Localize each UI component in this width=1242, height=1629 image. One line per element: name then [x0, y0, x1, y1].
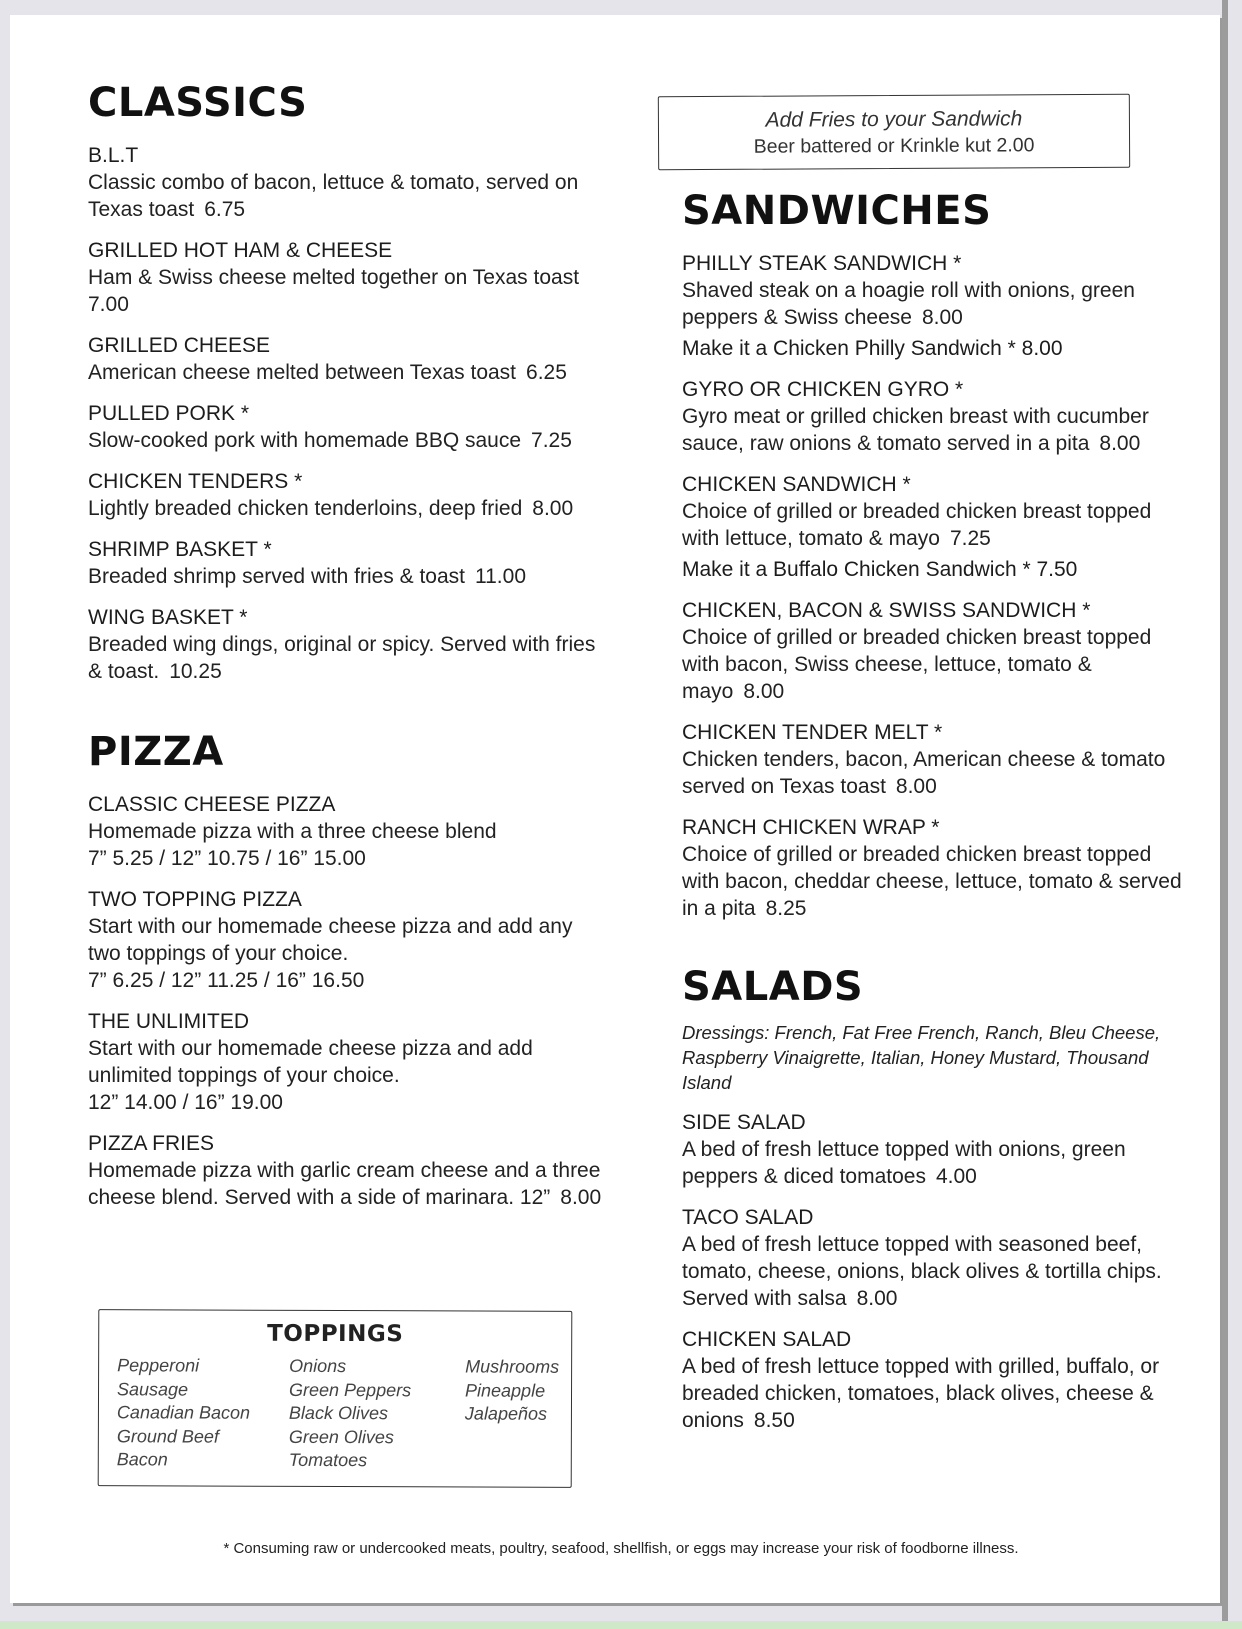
item-name: CHICKEN SALAD [682, 1328, 852, 1351]
item-price: 8.00 [743, 680, 785, 703]
item-name: TACO SALAD [682, 1206, 814, 1229]
menu-item [88, 886, 608, 994]
menu-item [682, 471, 1187, 583]
menu-item [88, 142, 608, 223]
item-upgrade: Make it a Buffalo Chicken Sandwich * 7.50 [682, 558, 1078, 581]
toppings-box [98, 1309, 573, 1488]
item-price: 6.25 [526, 361, 567, 384]
salads-heading: SALADS [682, 964, 864, 1010]
item-description: Start with our homemade cheese pizza and add unlimited toppings of your choice. [88, 1037, 533, 1087]
menu-item [682, 597, 1187, 705]
item-upgrade: Make it a Chicken Philly Sandwich * 8.00 [682, 337, 1063, 360]
menu-item [682, 814, 1187, 922]
left-column [88, 82, 608, 1211]
topping: Green Olives [288, 1426, 394, 1447]
item-price: 8.50 [753, 1409, 795, 1432]
item-name: CHICKEN SANDWICH * [682, 473, 911, 496]
menu-item [88, 332, 608, 386]
item-name: CHICKEN TENDERS * [88, 470, 303, 493]
item-name: SHRIMP BASKET * [88, 538, 272, 561]
fries-box-detail: Beer battered or Krinkle kut 2.00 [753, 134, 1035, 158]
item-price: 10.25 [169, 660, 222, 683]
toppings-column [117, 1354, 251, 1472]
item-description: Homemade pizza with garlic cream cheese and a three cheese blend. Served with a side of marinara. 12” 8.00 [88, 1159, 602, 1209]
topping: Canadian Bacon [116, 1402, 251, 1423]
menu-item [88, 237, 608, 318]
topping: Ground Beef [116, 1425, 219, 1447]
item-price: 8.00 [921, 306, 963, 329]
item-price: 8.00 [1099, 432, 1141, 455]
item-price: 11.00 [475, 565, 526, 588]
item-price: 8.25 [765, 897, 807, 920]
item-price: 8.00 [560, 1186, 602, 1209]
menu-item [88, 1130, 608, 1211]
toppings-column [465, 1355, 559, 1426]
item-description: A bed of fresh lettuce topped with onions, green peppers & diced tomatoes 4.00 [682, 1138, 1126, 1188]
item-name: GRILLED HOT HAM & CHEESE [88, 239, 393, 262]
item-name: CHICKEN TENDER MELT * [682, 721, 943, 744]
item-name: THE UNLIMITED [88, 1010, 250, 1033]
topping: Green Peppers [288, 1379, 412, 1400]
item-name: GRILLED CHEESE [88, 334, 271, 357]
item-name: CLASSIC CHEESE PIZZA [88, 793, 336, 816]
item-price: 7.00 [88, 293, 129, 316]
item-description: Shaved steak on a hoagie roll with onions, green peppers & Swiss cheese 8.00 [682, 279, 1135, 329]
item-name: SIDE SALAD [682, 1111, 806, 1134]
item-description: Choice of grilled or breaded chicken breast topped with lettuce, tomato & mayo 7.25 [682, 500, 1152, 550]
menu-item [682, 719, 1187, 800]
item-description: Homemade pizza with a three cheese blend [88, 820, 497, 843]
topping: Jalapeños [464, 1403, 548, 1424]
topping: Tomatoes [288, 1449, 368, 1471]
pizza-heading: PIZZA [88, 729, 224, 775]
page-edge-shadow [1222, 0, 1228, 1629]
item-price: 8.00 [532, 497, 574, 520]
item-sizes: 7” 5.25 / 12” 10.75 / 16” 15.00 [88, 847, 366, 870]
item-sizes: 12” 14.00 / 16” 19.00 [88, 1091, 283, 1114]
food-safety-footnote: * Consuming raw or undercooked meats, poultry, seafood, shellfish, or eggs may increase your risk of foodborne illness. [223, 1540, 1019, 1557]
topping: Sausage [116, 1378, 189, 1399]
item-sizes: 7” 6.25 / 12” 11.25 / 16” 16.50 [88, 969, 365, 992]
item-price: 7.25 [949, 527, 991, 550]
topping: Bacon [116, 1449, 168, 1470]
menu-item [88, 791, 608, 872]
item-name: B.L.T [88, 144, 139, 167]
menu-item [88, 468, 608, 522]
fries-box-title: Add Fries to your Sandwich [765, 107, 1023, 132]
menu-item [682, 1326, 1187, 1434]
item-name: RANCH CHICKEN WRAP * [682, 816, 940, 839]
item-description: A bed of fresh lettuce topped with grilled, buffalo, or breaded chicken, tomatoes, black olives, cheese & onions 8.50 [682, 1355, 1160, 1432]
dressings-list: Dressings: French, Fat Free French, Ranch, Bleu Cheese, Raspberry Vinaigrette, Italian, Honey Mustard, Thousand Island [682, 1022, 1161, 1093]
item-price: 8.00 [895, 775, 937, 798]
menu-item [682, 250, 1187, 362]
right-column [682, 190, 1187, 1434]
menu-item [682, 1204, 1187, 1312]
item-name: WING BASKET * [88, 606, 248, 629]
topping: Onions [289, 1355, 347, 1377]
topping: Pineapple [464, 1379, 546, 1401]
topping: Pepperoni [117, 1355, 200, 1376]
item-description: Start with our homemade cheese pizza and add any two toppings of your choice. [88, 915, 573, 965]
item-description: Classic combo of bacon, lettuce & tomato, served on Texas toast 6.75 [88, 171, 579, 221]
toppings-title: TOPPINGS [267, 1320, 404, 1348]
item-description: A bed of fresh lettuce topped with seasoned beef, tomato, cheese, onions, black olives & tortilla chips. Served with salsa 8.00 [682, 1233, 1162, 1310]
item-name: CHICKEN, BACON & SWISS SANDWICH * [682, 599, 1091, 622]
menu-item [682, 376, 1187, 457]
item-description: Breaded wing dings, original or spicy. Served with fries & toast. 10.25 [88, 633, 596, 683]
sandwiches-heading: SANDWICHES [682, 188, 992, 234]
item-description: Choice of grilled or breaded chicken breast topped with bacon, cheddar cheese, lettuce, tomato & served in a pita 8.25 [682, 843, 1182, 920]
bottom-edge [0, 1621, 1242, 1629]
item-description: Gyro meat or grilled chicken breast with cucumber sauce, raw onions & tomato served in a pita 8.00 [682, 405, 1149, 455]
menu-item [88, 400, 608, 454]
item-name: PIZZA FRIES [88, 1132, 215, 1155]
item-description: Chicken tenders, bacon, American cheese & tomato served on Texas toast 8.00 [682, 748, 1166, 798]
menu-item [88, 536, 608, 590]
item-description: American cheese melted between Texas toast 6.25 [88, 361, 567, 384]
item-description: Lightly breaded chicken tenderloins, deep fried 8.00 [88, 497, 574, 520]
classics-heading: CLASSICS [88, 80, 308, 126]
menu-item [88, 1008, 608, 1116]
topping: Black Olives [288, 1402, 389, 1424]
item-description: Breaded shrimp served with fries & toast 11.00 [88, 565, 526, 588]
item-price: 6.75 [204, 198, 246, 221]
item-price: 7.25 [531, 429, 572, 452]
add-fries-box [658, 94, 1130, 170]
item-price: 4.00 [935, 1165, 977, 1188]
item-description: Ham & Swiss cheese melted together on Texas toast 7.00 [88, 266, 580, 316]
item-name: TWO TOPPING PIZZA [88, 888, 302, 911]
item-name: PULLED PORK * [88, 402, 250, 425]
item-name: GYRO OR CHICKEN GYRO * [682, 378, 964, 401]
item-description: Choice of grilled or breaded chicken breast topped with bacon, Swiss cheese, lettuce, tomato & mayo 8.00 [682, 626, 1152, 703]
item-name: PHILLY STEAK SANDWICH * [682, 252, 962, 275]
menu-item [682, 1109, 1187, 1190]
menu-item [88, 604, 608, 685]
toppings-column [289, 1355, 411, 1473]
topping: Mushrooms [465, 1356, 560, 1377]
item-description: Slow-cooked pork with homemade BBQ sauce 7.25 [88, 429, 572, 452]
item-price: 8.00 [856, 1287, 898, 1310]
